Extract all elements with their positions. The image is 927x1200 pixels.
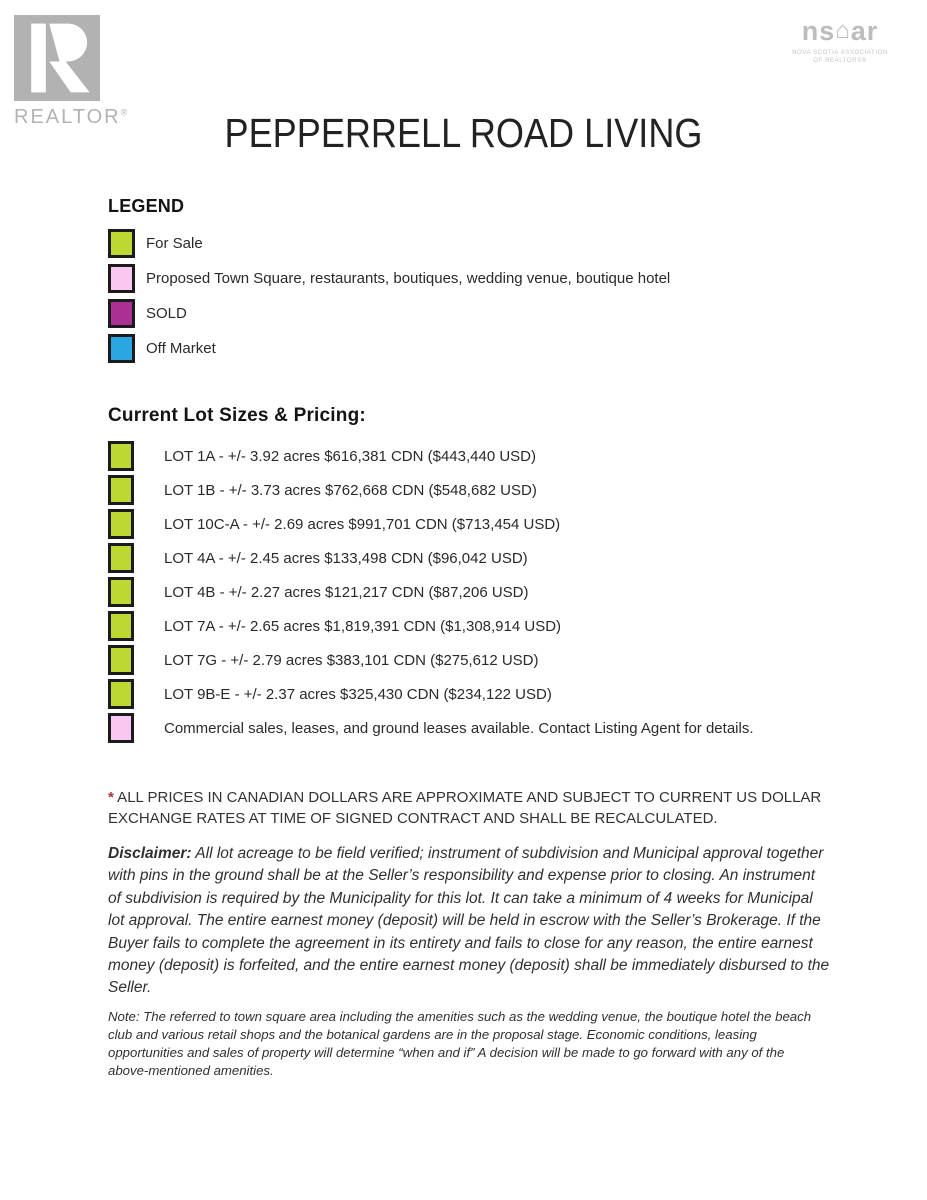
legend-item-label: SOLD xyxy=(146,305,187,322)
disclaimer-text: All lot acreage to be field verified; instrument of subdivision and Municipal approval together with pins in the ground shall be at the Seller’s responsibility and expense prior to closing. An instrument of subdivision is required by the Municipality for this lot. It can take a minimum of 4 weeks for Municipal lot approval. The entire earnest money (deposit) will be held in escrow with the Seller’s Brokerage. If the Buyer fails to complete the agreement in its entirety and fails to close for any reason, the entire earnest money (deposit) is forfeited, and the entire earnest money (deposit) shall be immediately disbursed to the Seller. xyxy=(108,845,830,997)
legend-heading: LEGEND xyxy=(108,196,185,216)
nsar-wordmark: ns⌂ar xyxy=(801,16,879,46)
lot-swatch xyxy=(108,441,134,471)
note-text: The referred to town square area including the amenities such as the wedding venue, the boutique hotel the beach club and various retail shops and the botanical gardens are in the proposal stage. Economic conditions, leasing opportunities and sales of property will determine “when and if” A decision will be made to go forward with any of the above-mentioned amenities. xyxy=(108,1008,812,1078)
lot-row-commercial xyxy=(108,713,832,743)
lot-row-4a xyxy=(108,543,832,573)
lot-swatch xyxy=(108,509,134,539)
lot-text: LOT 1A - +/- 3.92 acres $616,381 CDN ($443,440 USD) xyxy=(164,447,537,465)
for-sale-swatch xyxy=(108,229,135,258)
document-content xyxy=(108,196,832,1080)
lot-row-4b xyxy=(108,577,832,607)
disclaimer-label: Disclaimer: xyxy=(108,845,192,862)
lot-text: LOT 7A - +/- 2.65 acres $1,819,391 CDN ($1,308,914 USD) xyxy=(164,617,562,635)
price-note xyxy=(108,787,830,829)
lot-swatch xyxy=(108,543,134,573)
legend-item-label: Off Market xyxy=(146,340,216,357)
proposed-swatch xyxy=(108,264,135,293)
legend-item-proposed-town-square xyxy=(108,264,832,293)
lot-row-1b xyxy=(108,475,832,505)
lot-text: LOT 1B - +/- 3.73 acres $762,668 CDN ($548,682 USD) xyxy=(164,481,537,499)
lot-text: Commercial sales, leases, and ground leases available. Contact Listing Agent for details. xyxy=(164,719,754,737)
legend-item-sold xyxy=(108,299,832,328)
price-note-text: ALL PRICES IN CANADIAN DOLLARS ARE APPROXIMATE AND SUBJECT TO CURRENT US DOLLAR EXCHANGE RATES AT TIME OF SIGNED CONTRACT AND SHALL BE RECALCULATED. xyxy=(108,789,822,827)
realtor-wordmark: REALTOR® xyxy=(14,106,130,128)
nsar-logo xyxy=(765,16,915,65)
lot-swatch xyxy=(108,577,134,607)
pricing-heading: Current Lot Sizes & Pricing: xyxy=(108,405,366,426)
note xyxy=(108,1008,814,1080)
lot-text: LOT 9B-E - +/- 2.37 acres $325,430 CDN ($234,122 USD) xyxy=(164,685,552,703)
lot-swatch xyxy=(108,645,134,675)
lot-row-1a xyxy=(108,441,832,471)
commercial-swatch xyxy=(108,713,134,743)
lot-swatch xyxy=(108,475,134,505)
lot-row-7g xyxy=(108,645,832,675)
nsar-tagline: NOVA SCOTIA ASSOCIATION OF REALTORS® xyxy=(792,50,888,64)
lot-text: LOT 10C-A - +/- 2.69 acres $991,701 CDN ($713,454 USD) xyxy=(164,515,561,533)
lot-text: LOT 7G - +/- 2.79 acres $383,101 CDN ($275,612 USD) xyxy=(164,651,539,669)
lot-row-9b-e xyxy=(108,679,832,709)
lot-row-7a xyxy=(108,611,832,641)
lot-row-10c-a xyxy=(108,509,832,539)
lot-swatch xyxy=(108,679,134,709)
sold-swatch xyxy=(108,299,135,328)
price-note-asterisk: * xyxy=(108,789,114,806)
page-title: PEPPERRELL ROAD LIVING xyxy=(224,110,703,156)
legend-item-label: For Sale xyxy=(146,235,203,252)
lot-text: LOT 4A - +/- 2.45 acres $133,498 CDN ($96,042 USD) xyxy=(164,549,528,567)
house-icon: ⌂ xyxy=(835,17,851,44)
legend-item-for-sale xyxy=(108,229,832,258)
realtor-r-icon xyxy=(14,14,100,102)
lot-swatch xyxy=(108,611,134,641)
off-market-swatch xyxy=(108,334,135,363)
lot-text: LOT 4B - +/- 2.27 acres $121,217 CDN ($87,206 USD) xyxy=(164,583,529,601)
legend-item-label: Proposed Town Square, restaurants, boutiques, wedding venue, boutique hotel xyxy=(146,270,671,287)
disclaimer xyxy=(108,843,832,1000)
legend-item-off-market xyxy=(108,334,832,363)
note-label: Note: xyxy=(108,1008,140,1024)
